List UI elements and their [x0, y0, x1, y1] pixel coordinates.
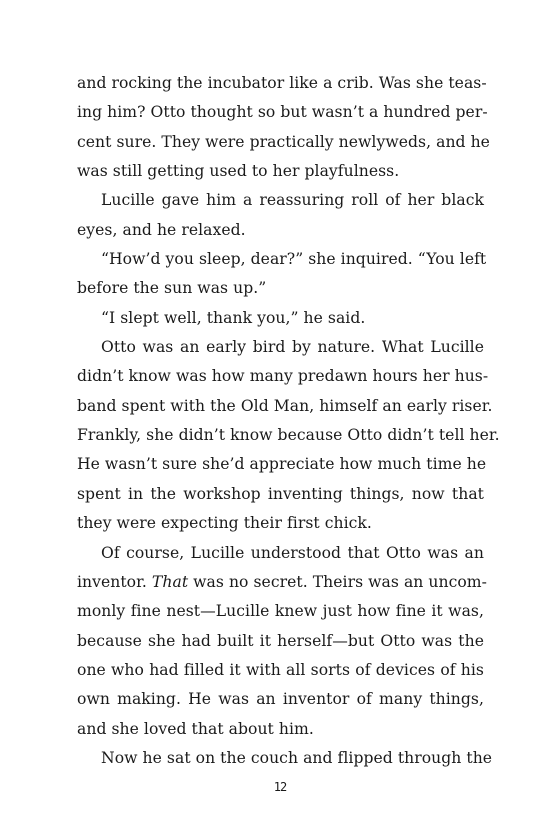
- text-line: one who had filled it with all sorts of devices of his: [77, 660, 484, 679]
- text-line: monly fine nest—Lucille knew just how fine it was,: [77, 602, 484, 621]
- text-line: band spent with the Old Man, himself an early riser.: [77, 396, 493, 415]
- text-line-with-italic: inventor. That was no secret. Theirs was an uncom-: [77, 572, 487, 591]
- text-line: own making. He was an inventor of many things,: [77, 690, 484, 709]
- paragraph-4: [77, 304, 484, 333]
- text-line: and she loved that about him.: [77, 719, 314, 738]
- text-line: because she had built it herself—but Otto was the: [77, 631, 484, 650]
- text-line: Frankly, she didn’t know because Otto didn’t tell her.: [77, 426, 500, 445]
- body-text: [77, 69, 500, 773]
- text-line: spent in the workshop inventing things, now that: [77, 484, 484, 503]
- text-line: cent sure. They were practically newlyweds, and he: [77, 132, 490, 151]
- text-line: Lucille gave him a reassuring roll of her black: [101, 191, 484, 210]
- text-line: eyes, and he relaxed.: [77, 220, 246, 239]
- text-line: Now he sat on the couch and flipped through the: [101, 748, 493, 767]
- text-line: He wasn’t sure she’d appreciate how much time he: [77, 455, 487, 474]
- text-line: and rocking the incubator like a crib. Was she teas-: [77, 74, 487, 92]
- text-line: ing him? Otto thought so but wasn’t a hundred per-: [77, 103, 488, 122]
- text-line: they were expecting their first chick.: [77, 514, 372, 533]
- emphasis-text: That: [151, 572, 189, 591]
- text-line: “I slept well, thank you,” he said.: [101, 308, 366, 327]
- page-number: 12: [273, 780, 287, 794]
- paragraph-7: [77, 744, 493, 773]
- text-line: didn’t know was how many predawn hours her hus-: [77, 367, 489, 386]
- paragraph-6: [77, 539, 487, 744]
- paragraph-5: [77, 333, 500, 538]
- paragraph-1: [77, 69, 490, 186]
- text-line: Of course, Lucille understood that Otto was an: [101, 543, 484, 562]
- paragraph-2: [77, 186, 484, 245]
- text-line: was still getting used to her playfulness.: [77, 162, 400, 181]
- text-line: before the sun was up.”: [77, 279, 267, 298]
- paragraph-3: [77, 245, 487, 304]
- text-line: Otto was an early bird by nature. What Lucille: [101, 338, 484, 357]
- text-line: “How’d you sleep, dear?” she inquired. “You left: [101, 250, 487, 269]
